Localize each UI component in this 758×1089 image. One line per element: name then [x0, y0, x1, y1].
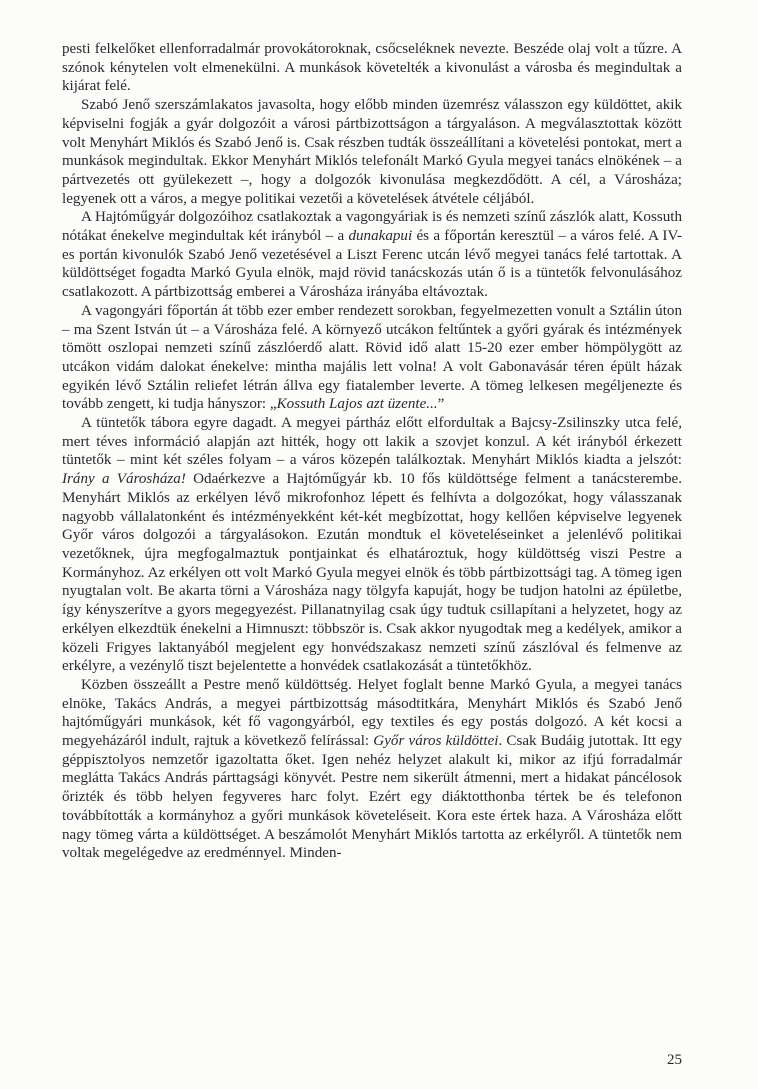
body-text	[62, 40, 682, 863]
text-run: Szabó Jenő szerszámlakatos javasolta, hogy előbb minden üzemrész válasszon egy küldöttet, akik képviselni fogják a gyár dolgozóit a városi pártbizottságon a tárgyaláson. A megválasztottak között volt Menyhárt Miklós és Szabó Jenő is. Csak részben tudták összeállítani a követelési pontokat, mert a munkások megindultak. Ekkor Menyhárt Miklós telefonált Markó Gyula megyei tanács elnökének – a pártvezetés ott gyülekezett –, hogy a dolgozók kivonulása megkezdődött. A cél, a Városháza; legyenek ott a város, a megye politikai vezetői a követelések átvétele céljából.	[62, 97, 682, 207]
paragraph	[62, 414, 682, 676]
paragraph	[62, 676, 682, 863]
text-run: A vagongyári főportán át több ezer ember rendezett sorokban, fegyelmezetten vonult a Sztálin úton – ma Szent István út – a Városháza felé. A környező utcákon feltűntek a győri gyárak és intézmények tömött oszlopai nemzeti színű zászlóerdő alatt. Rövid idő alatt 15-20 ezer ember hömpölygött az utcákon vidám dalokat énekelve: mintha majális lett volna! A volt Gabonavásár téren épült házak egyikén lévő Sztálin reliefet létrán állva egy fiatalember leverte. A tömeg lelkesen megéljenezte és tovább zengett, ki tudja hányszor: „	[62, 302, 682, 413]
text-run: A tüntetők tábora egyre dagadt. A megyei pártház előtt elfordultak a Bajcsy-Zsilinszky utca felé, mert téves információ alapján azt hitték, hogy ott lakik a szovjet konzul. A két irányból érkezett tüntetők – mint két széles folyam – a város közepén találkoztak. Menyhárt Miklós kiadta a jelszót:	[62, 415, 682, 469]
paragraph	[62, 302, 682, 414]
italic-text-run: dunakapui	[348, 228, 413, 245]
text-run: A Hajtóműgyár dolgozóihoz csatlakoztak a vagongyáriak is és nemzeti színű zászlók alatt, Kossuth nótákat énekelve megindultak két irányból – a	[62, 209, 682, 245]
text-run: és a főportán keresztül – a város felé. A IV-es portán kivonulók Szabó Jenő vezetésével a Liszt Ferenc utcán lévő megyei tanács felé tartottak. A küldöttséget fogadta Markó Gyula elnök, majd rövid tanácskozás után ő is a tüntetők felvonulásához csatlakozott. A pártbizottság emberei a Városháza irányába eltávoztak.	[62, 228, 682, 301]
italic-text-run: Irány a Városháza!	[62, 471, 186, 488]
italic-text-run: Győr város küldöttei	[373, 733, 499, 750]
paragraph	[62, 208, 682, 302]
page-number: 25	[667, 1052, 682, 1068]
text-run: Közben összeállt a Pestre menő küldöttség. Helyet foglalt benne Markó Gyula, a megyei tanács elnöke, Takács András, a megyei pártbizottság másodtitkára, Menyhárt Miklós és Szabó Jenő hajtóműgyári munkások, két fő vagongyárból, egy textiles és egy postás dolgozó. A két kocsi a megyeházáról indult, rajtuk a következő felírással:	[62, 676, 682, 750]
paragraph	[62, 40, 682, 96]
text-run: pesti felkelőket ellenforradalmár provokátoroknak, csőcseléknek nevezte. Beszéde olaj volt a tűzre. A szónok kénytelen volt elmenekülni. A munkások követelték a kivonulást a városba és megindultak a kijárat felé.	[62, 41, 682, 95]
text-run: ”	[437, 396, 445, 413]
paragraph	[62, 96, 682, 208]
text-run: Odaérkezve a Hajtóműgyár kb. 10 fős küldöttsége felment a tanácsterembe. Menyhárt Miklós az erkélyen lévő mikrofonhoz lépett és felhívta a dolgozókat, hogy válasszanak nagyobb vállalatonként és intézményekként két-két megbízottat, hogy kellően képviselve legyenek Győr város dolgozói a tárgyalásokon. Ezután mondtuk el követeléseinket a jelenlévő politikai vezetőknek, újra megfogalmaztuk pontjainkat és elhatároztuk, hogy küldöttség viszi Pestre a Kormányhoz. Az erkélyen ott volt Markó Gyula megyei elnök és több pártbizottsági tag. A tömeg igen nyugtalan volt. Be akarta törni a Városháza nagy tölgyfa kapuját, hogy be tudjon hatolni az épületbe, így kényszerítve a gyors megegyezést. Pillanatnyilag csak úgy tudtuk csillapítani a helyzetet, hogy az erkélyen elkezdtük énekelni a Himnuszt: többször is. Csak akkor nyugodtak meg a kedélyek, amikor a közeli Frigyes laktanyából megjelent egy honvédszakasz nemzeti színű zászlóval és felmenve az erkélyre, a vezénylő tiszt bejelentette a honvédek csatlakozását a tüntetőkhöz.	[62, 471, 682, 675]
italic-text-run: Kossuth Lajos azt üzente...	[276, 396, 438, 413]
text-run: . Csak Budáig jutottak. Itt egy géppisztolyos nemzetőr igazoltatta őket. Igen nehéz helyzet alakult ki, mikor az ifjú forradalmár meglátta Takács András párttagsági könyvét. Pestre nem sikerült átmenni, mert a hidakat páncélosok őrizték és több helyen fegyveres harc folyt. Ezért egy diáktotthonba tértek be és telefonon továbbították a kormányhoz a győri munkások követeléseit. Kora este értek haza. A Városháza előtt nagy tömeg várta a küldöttséget. A beszámolót Menyhárt Miklós tartotta az erkélyről. A tüntetők nem voltak megelégedve az eredménnyel. Minden-	[62, 733, 682, 862]
